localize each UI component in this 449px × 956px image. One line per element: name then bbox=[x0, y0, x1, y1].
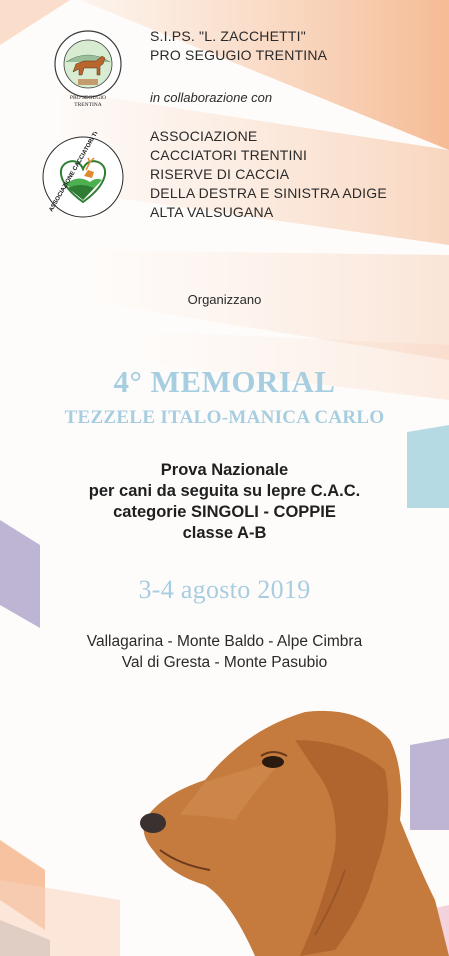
act-logo-ring-text: ASSOCIAZIONE CACCIATORI bbox=[48, 136, 96, 213]
sips-logo bbox=[40, 28, 136, 112]
association-line-1: ASSOCIAZIONE bbox=[150, 128, 258, 144]
act-logo bbox=[38, 132, 128, 222]
segugio-dog-head-icon bbox=[140, 711, 449, 956]
sips-subtitle: PRO SEGUGIO TRENTINA bbox=[150, 47, 328, 63]
event-location-line-1: Vallagarina - Monte Baldo - Alpe Cimbra bbox=[86, 633, 363, 650]
association-line-2: CACCIATORI TRENTINI bbox=[150, 147, 308, 163]
association-line-4: DELLA DESTRA E SINISTRA ADIGE bbox=[150, 185, 387, 201]
event-description-line-4: classe A-B bbox=[182, 524, 267, 542]
event-description-line-2: per cani da seguita su lepre C.A.C. bbox=[88, 482, 361, 500]
association-block bbox=[150, 127, 387, 222]
sips-logo-text-2: TRENTINA bbox=[74, 102, 102, 108]
sips-logo-text-1: PRO SEGUGIO bbox=[69, 95, 107, 101]
event-description-line-3: categorie SINGOLI - COPPIE bbox=[113, 503, 336, 521]
collaboration-label: in collaborazione con bbox=[150, 90, 273, 105]
event-location-line-2: Val di Gresta - Monte Pasubio bbox=[121, 654, 328, 671]
event-dates: 3-4 agosto 2019 bbox=[138, 575, 311, 604]
organizer-label: Organizzano bbox=[187, 292, 262, 307]
association-line-3: RISERVE DI CACCIA bbox=[150, 166, 290, 182]
sips-header bbox=[150, 27, 327, 65]
event-title: 4° MEMORIAL bbox=[113, 364, 336, 399]
dog-photo bbox=[135, 700, 449, 956]
association-line-5: ALTA VALSUGANA bbox=[150, 204, 274, 220]
event-locations bbox=[0, 631, 449, 673]
event-description-line-1: Prova Nazionale bbox=[160, 461, 289, 479]
event-names: TEZZELE ITALO-MANICA CARLO bbox=[64, 407, 385, 428]
sips-name: S.I.PS. "L. ZACCHETTI" bbox=[150, 28, 306, 44]
event-description bbox=[0, 460, 449, 544]
